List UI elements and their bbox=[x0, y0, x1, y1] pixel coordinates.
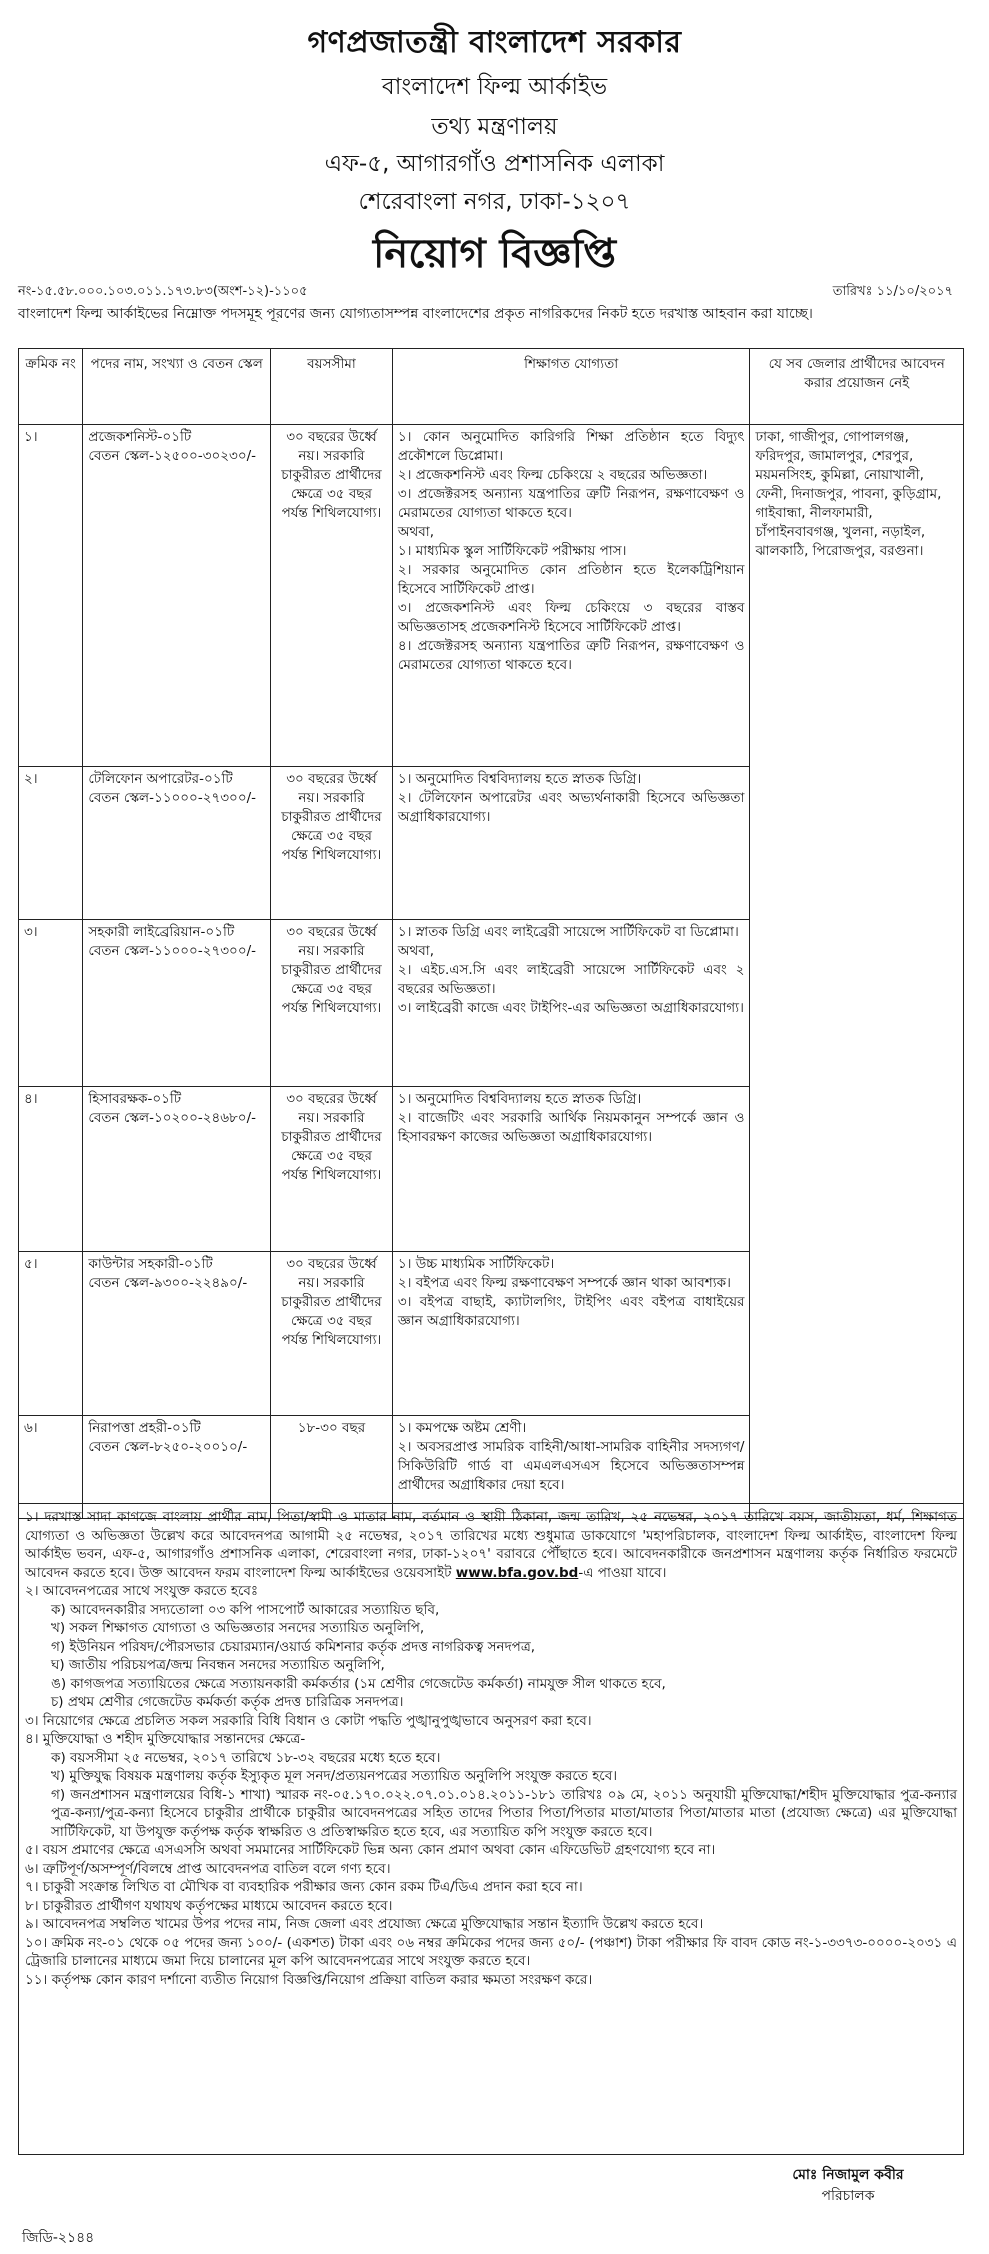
note-2-item: খ) সকল শিক্ষাগত যোগ্যতা ও অভিজ্ঞতার সনদের সত্যায়িত অনুলিপি, bbox=[51, 1620, 425, 1636]
edu-item: ২। বাজেটিং এবং সরকারি আর্থিক নিয়মকানুন সম্পর্কে জ্ঞান ও হিসাবরক্ষণ কাজের অভিজ্ঞতা অগ্রাধিকারযোগ্য। bbox=[397, 1110, 745, 1145]
edu-item: ১। অনুমোদিত বিশ্ববিদ্যালয় হতে স্নাতক ডিগ্রি। bbox=[397, 771, 642, 787]
pay-scale: বেতন স্কেল-৯৩০০-২২৪৯০/- bbox=[88, 1275, 248, 1291]
edu-item: ২। বইপত্র এবং ফিল্ম রক্ষণাবেক্ষণ সম্পর্কে জ্ঞান থাকা আবশ্যক। bbox=[397, 1275, 731, 1291]
page-title: নিয়োগ বিজ্ঞপ্তি bbox=[372, 231, 616, 277]
edu-item: ১। কমপক্ষে অষ্টম শ্রেণী। bbox=[397, 1420, 527, 1436]
edu-item: ১। উচ্চ মাধ্যমিক সার্টিফিকেট। bbox=[397, 1256, 555, 1272]
note-8: ৮। চাকুরীরত প্রার্থীগণ যথাযথ কর্তৃপক্ষের মাধ্যমে আবেদন করতে হবে। bbox=[25, 1897, 393, 1914]
note-11: ১১। কর্তৃপক্ষ কোন কারণ দর্শানো ব্যতীত নিয়োগ বিজ্ঞপ্তি/নিয়োগ প্রক্রিয়া বাতিল করার ক্ষমতা সংরক্ষণ করে। bbox=[25, 1971, 593, 1988]
row-education bbox=[392, 1087, 750, 1252]
intro-text: বাংলাদেশ ফিল্ম আর্কাইভের নিম্নোক্ত পদসমূহ পূরণের জন্য যোগ্যতাসম্পন্ন বাংলাদেশের প্রকৃত নাগরিকদের নিকট হতে দরখাস্ত আহবান করা যাচ্ছে। bbox=[18, 306, 813, 322]
note-2-item: গ) ইউনিয়ন পরিষদ/পৌরসভার চেয়ারম্যান/ওয়ার্ড কমিশনার কর্তৃক প্রদত্ত নাগরিকত্ব সনদপত্র, bbox=[51, 1638, 536, 1655]
note-2: ২। আবেদনপত্রের সাথে সংযুক্ত করতে হবেঃ bbox=[25, 1583, 259, 1599]
header-post: পদের নাম, সংখ্যা ও বেতন স্কেল bbox=[83, 349, 271, 425]
note-1-tail: -এ পাওয়া যাবে। bbox=[578, 1564, 667, 1581]
row-post bbox=[83, 920, 271, 1087]
edu-item: ২। এইচ.এস.সি এবং লাইব্রেরী সায়েন্সে সার্টিফিকেট এবং ২ বছরের অভিজ্ঞতা। bbox=[397, 962, 745, 997]
edu-item: ১। কোন অনুমোদিত কারিগরি শিক্ষা প্রতিষ্ঠান হতে বিদ্যুৎ প্রকৌশলে ডিপ্লোমা। bbox=[397, 429, 745, 464]
note-4: ৪। মুক্তিযোদ্ধা ও শহীদ মুক্তিযোদ্ধার সন্তানদের ক্ষেত্রে- bbox=[25, 1731, 306, 1747]
address-line-1: এফ-৫, আগারগাঁও প্রশাসনিক এলাকা bbox=[324, 151, 665, 177]
edu-item: ২। প্রজেকশনিস্ট এবং ফিল্ম চেকিংয়ে ২ বছরের অভিজ্ঞতা। bbox=[397, 467, 708, 483]
pay-scale: বেতন স্কেল-১০২০০-২৪৬৮০/- bbox=[88, 1110, 256, 1126]
edu-item: ৩। লাইব্রেরী কাজে এবং টাইপিং-এর অভিজ্ঞতা অগ্রাধিকারযোগ্য। bbox=[397, 1000, 744, 1016]
ministry-name: তথ্য মন্ত্রণালয় bbox=[431, 114, 558, 140]
row-age-limit: ৩০ বছরের উর্ধ্বে নয়। সরকারি চাকুরীরত প্রার্থীদের ক্ষেত্রে ৩৫ বছর পর্যন্ত শিথিলযোগ্য। bbox=[271, 767, 393, 920]
note-3: ৩। নিয়োগের ক্ষেত্রে প্রচলিত সকল সরকারি বিধি বিধান ও কোটা পদ্ধতি পুঙ্খানুপুঙ্খভাবে অনুসরণ করা হবে। bbox=[25, 1712, 592, 1729]
note-9: ৯। আবেদনপত্র সম্বলিত খামের উপর পদের নাম, নিজ জেলা এবং প্রযোজ্য ক্ষেত্রে মুক্তিযোদ্ধার সন্তান ইত্যাদি উল্লেখ করতে হবে। bbox=[25, 1916, 704, 1932]
pay-scale: বেতন স্কেল-১২৫০০-৩০২৩০/- bbox=[88, 448, 257, 464]
address-line-2: শেরেবাংলা নগর, ঢাকা-১২০৭ bbox=[358, 189, 631, 215]
row-post bbox=[83, 425, 271, 767]
table-header-row bbox=[19, 349, 964, 425]
post-name: নিরাপত্তা প্রহরী-০১টি bbox=[88, 1420, 201, 1436]
row-age-limit: ৩০ বছরের উর্ধ্বে নয়। সরকারি চাকুরীরত প্রার্থীদের ক্ষেত্রে ৩৫ বছর পর্যন্ত শিথিলযোগ্য। bbox=[271, 1087, 393, 1252]
edu-item: ১। স্নাতক ডিগ্রি এবং লাইব্রেরী সায়েন্সে সার্টিফিকেট বা ডিপ্লোমা। bbox=[397, 924, 739, 940]
row-education bbox=[392, 425, 750, 767]
note-2-item: চ) প্রথম শ্রেণীর গেজেটেড কর্মকর্তা কর্তৃক প্রদত্ত চারিত্রিক সনদপত্র। bbox=[51, 1694, 404, 1710]
signatory-name: মোঃ নিজামুল কবীর bbox=[792, 2167, 904, 2183]
edu-item: অথবা, bbox=[397, 943, 435, 959]
note-1-text: ১। দরখাস্ত সাদা কাগজে বাংলায় প্রার্থীর নাম, পিতা/স্বামী ও মাতার নাম, বর্তমান ও স্থায়ী ঠিকানা, জন্ম তারিখ, ২৫ নভেম্বর, ২০১৭ তারিখে বয়স, জাতীয়তা, ধর্ম, শিক্ষাগত যোগ্যতা ও অভিজ্ঞতা উল্লেখ করে আবেদনপত্র আগামী ২৫ নভেম্বর, ২০১৭ তারিখের মধ্যে শুধুমাত্র ডাকযোগে 'মহাপরিচালক, বাংলাদেশ ফিল্ম আর্কাইভ, বাংলাদেশ ফিল্ম আর্কাইভ ভবন, এফ-৫, আগারগাঁও প্রশাসনিক এলাকা, শেরেবাংলা নগর, ঢাকা-১২০৭' বরাবরে পৌঁছাতে হবে। আবেদনকারীকে জনপ্রশাসন মন্ত্রণালয় কর্তৃক নির্ধারিত ফরমেটে আবেদন করতে হবে। উক্ত আবেদন ফরম বাংলাদেশ ফিল্ম আর্কাইভের ওয়েবসাইট bbox=[25, 1509, 957, 1581]
row-serial: ৬। bbox=[19, 1416, 83, 1519]
row-education bbox=[392, 920, 750, 1087]
edu-item: ১। অনুমোদিত বিশ্ববিদ্যালয় হতে স্নাতক ডিগ্রি। bbox=[397, 1091, 642, 1107]
terms-box bbox=[18, 1503, 964, 2155]
note-10: ১০। ক্রমিক নং-০১ থেকে ০৫ পদের জন্য ১০০/- (একশত) টাকা এবং ০৬ নম্বর ক্রমিকের পদের জন্য ৫০/- (পঞ্চাশ) টাকা পরীক্ষার ফি বাবদ কোড নং-১-৩৩৭৩-০০০০-২০৩১ এ ট্রেজারি চালানের মাধ্যমে জমা দিয়ে চালানের মূল কপি আবেদনপত্রের সাথে সংযুক্ত করতে হবে। bbox=[25, 1934, 957, 1969]
pay-scale: বেতন স্কেল-৮২৫০-২০০১০/- bbox=[88, 1439, 248, 1455]
row-serial: ৩। bbox=[19, 920, 83, 1087]
post-name: হিসাবরক্ষক-০১টি bbox=[88, 1091, 182, 1107]
notice-date: তারিখঃ ১১/১০/২০১৭ bbox=[832, 284, 953, 299]
pay-scale: বেতন স্কেল-১১০০০-২৭৩০০/- bbox=[88, 790, 257, 806]
row-serial: ৫। bbox=[19, 1252, 83, 1416]
header-education: শিক্ষাগত যোগ্যতা bbox=[392, 349, 750, 425]
edu-item: ১। মাধ্যমিক স্কুল সার্টিফিকেট পরীক্ষায় পাস। bbox=[397, 543, 627, 559]
edu-item: ২। সরকার অনুমোদিত কোন প্রতিষ্ঠান হতে ইলেকট্রিশিয়ান হিসেবে সার্টিফিকেট প্রাপ্ত। bbox=[397, 562, 745, 597]
website-link[interactable]: www.bfa.gov.bd bbox=[455, 1564, 579, 1581]
memo-number: নং-১৫.৫৮.০০০.১০৩.০১১.১৭৩.৮৩(অংশ-১২)-১১০৫ bbox=[18, 284, 308, 299]
note-4-item: গ) জনপ্রশাসন মন্ত্রণালয়ের বিধি-১ শাখা) স্মারক নং-০৫.১৭০.০২২.০৭.০১.০১৪.২০১১-১৮১ তারিখঃ ০৯ মে, ২০১১ অনুযায়ী মুক্তিযোদ্ধা/শহীদ মুক্তিযোদ্ধার পুত্র-কন্যার পুত্র-কন্যা/পুত্র-কন্যা হিসেবে চাকুরীর প্রার্থীকে চাকুরীর আবেদনপত্রের সহিত তাদের পিতার পিতা/পিতার মাতা/মাতার পিতা/মাতার মাতা (প্রযোজ্য ক্ষেত্রে) এর মুক্তিযোদ্ধা সার্টিফিকেট, যা উপযুক্ত কর্তৃপক্ষ কর্তৃক স্বাক্ষরিত ও প্রতিস্বাক্ষরিত হতে হবে, এর সত্যায়িত কপি সংযুক্ত করতে হবে। bbox=[51, 1786, 957, 1840]
post-name: কাউন্টার সহকারী-০১টি bbox=[88, 1256, 213, 1272]
table-row bbox=[19, 425, 964, 767]
row-age-limit: ৩০ বছরের উর্ধ্বে নয়। সরকারি চাকুরীরত প্রার্থীদের ক্ষেত্রে ৩৫ বছর পর্যন্ত শিথিলযোগ্য। bbox=[271, 920, 393, 1087]
edu-item: ২। অবসরপ্রাপ্ত সামরিক বাহিনী/আধা-সামরিক বাহিনীর সদস্যগণ/সিকিউরিটি গার্ড বা এমএলএসএস হিসেবে অভিজ্ঞতাসম্পন্ন প্রার্থীদের অগ্রাধিকার দেয়া হবে। bbox=[397, 1439, 745, 1493]
note-2-item: ঘ) জাতীয় পরিচয়পত্র/জন্ম নিবন্ধন সনদের সত্যায়িত অনুলিপি, bbox=[51, 1657, 385, 1673]
row-education bbox=[392, 767, 750, 920]
row-serial: ৪। bbox=[19, 1087, 83, 1252]
row-age-limit: ১৮-৩০ বছর bbox=[271, 1416, 393, 1519]
post-name: সহকারী লাইব্রেরিয়ান-০১টি bbox=[88, 924, 235, 940]
row-age-limit: ৩০ বছরের উর্ধ্বে নয়। সরকারি চাকুরীরত প্রার্থীদের ক্ষেত্রে ৩৫ বছর পর্যন্ত শিথিলযোগ্য। bbox=[271, 1252, 393, 1416]
note-2-item: ক) আবেদনকারীর সদ্যতোলা ০৩ কপি পাসপোর্ট আকারের সত্যায়িত ছবি, bbox=[51, 1601, 440, 1618]
pay-scale: বেতন স্কেল-১১০০০-২৭৩০০/- bbox=[88, 943, 257, 959]
header-serial: ক্রমিক নং bbox=[19, 349, 83, 425]
post-name: প্রজেকশনিস্ট-০১টি bbox=[88, 429, 192, 445]
govt-title: গণপ্রজাতন্ত্রী বাংলাদেশ সরকার bbox=[307, 25, 682, 60]
note-4-item: খ) মুক্তিযুদ্ধ বিষয়ক মন্ত্রণালয় কর্তৃক ইস্যুকৃত মূল সনদ/প্রত্যয়নপত্রের সত্যায়িত অনুলিপি সংযুক্ত করতে হবে। bbox=[51, 1768, 618, 1784]
edu-item: অথবা, bbox=[397, 524, 435, 540]
row-post bbox=[83, 1087, 271, 1252]
edu-item: ৪। প্রজেক্টরসহ অন্যান্য যন্ত্রপাতির ত্রুটি নিরূপন, রক্ষণাবেক্ষণ ও মেরামতের যোগ্যতা থাকতে হবে। bbox=[397, 638, 745, 673]
note-5: ৫। বয়স প্রমাণের ক্ষেত্রে এসএসসি অথবা সমমানের সার্টিফিকেট ভিন্ন অন্য কোন প্রমাণ অথবা কোন এফিডেভিট গ্রহণযোগ্য হবে না। bbox=[25, 1842, 716, 1858]
edu-item: ২। টেলিফোন অপারেটর এবং অভ্যর্থনাকারী হিসেবে অভিজ্ঞতা অগ্রাধিকারযোগ্য। bbox=[397, 790, 745, 825]
vacancy-table bbox=[18, 348, 964, 1519]
edu-item: ৩। বইপত্র বাছাই, ক্যাটালগিং, টাইপিং এবং বইপত্র বাধাইয়ের জ্ঞান অগ্রাধিকারযোগ্য। bbox=[397, 1294, 745, 1329]
office-name: বাংলাদেশ ফিল্ম আর্কাইভ bbox=[381, 74, 608, 100]
row-post bbox=[83, 767, 271, 920]
row-serial: ১। bbox=[19, 425, 83, 767]
note-1 bbox=[25, 1508, 957, 1582]
row-education bbox=[392, 1252, 750, 1416]
edu-item: ৩। প্রজেকশনিস্ট এবং ফিল্ম চেকিংয়ে ৩ বছরের বাস্তব অভিজ্ঞতাসহ প্রজেকশনিস্ট হিসেবে সার্টিফিকেট প্রাপ্ত। bbox=[397, 600, 745, 635]
edu-item: ৩। প্রজেক্টরসহ অন্যান্য যন্ত্রপাতির ত্রুটি নিরূপন, রক্ষণাবেক্ষণ ও মেরামতের যোগ্যতা থাকতে হবে। bbox=[397, 486, 745, 521]
row-serial: ২। bbox=[19, 767, 83, 920]
note-7: ৭। চাকুরী সংক্রান্ত লিখিত বা মৌখিক বা ব্যবহারিক পরীক্ষার জন্য কোন রকম টিএ/ডিএ প্রদান করা হবে না। bbox=[25, 1879, 583, 1895]
row-excluded-districts: ঢাকা, গাজীপুর, গোপালগঞ্জ, ফরিদপুর, জামালপুর, শেরপুর, ময়মনসিংহ, কুমিল্লা, নোয়াখালী, ফেনী, দিনাজপুর, পাবনা, কুড়িগ্রাম, গাইবান্ধা, নীলফামারী, চাঁপাইনবাবগঞ্জ, খুলনা, নড়াইল, ঝালকাঠি, পিরোজপুর, বরগুনা। bbox=[750, 425, 964, 1519]
post-name: টেলিফোন অপারেটর-০১টি bbox=[88, 771, 233, 787]
header-districts: যে সব জেলার প্রার্থীদের আবেদন করার প্রয়োজন নেই bbox=[750, 349, 964, 425]
row-age-limit: ৩০ বছরের উর্ধ্বে নয়। সরকারি চাকুরীরত প্রার্থীদের ক্ষেত্রে ৩৫ বছর পর্যন্ত শিথিলযোগ্য। bbox=[271, 425, 393, 767]
signatory-designation: পরিচালক bbox=[821, 2188, 875, 2204]
header-age: বয়সসীমা bbox=[271, 349, 393, 425]
gd-code: জিডি-২১৪৪ bbox=[22, 2230, 95, 2246]
note-6: ৬। ত্রুটিপূর্ণ/অসম্পূর্ণ/বিলম্বে প্রাপ্ত আবেদনপত্র বাতিল বলে গণ্য হবে। bbox=[25, 1860, 391, 1877]
row-post bbox=[83, 1252, 271, 1416]
note-2-item: ঙ) কাগজপত্র সত্যায়িতের ক্ষেত্রে সত্যায়নকারী কর্মকর্তার (১ম শ্রেণীর গেজেটেড কর্মকর্তা) নামযুক্ত সীল থাকতে হবে, bbox=[51, 1675, 666, 1692]
note-4-item: ক) বয়সসীমা ২৫ নভেম্বর, ২০১৭ তারিখে ১৮-৩২ বছরের মধ্যে হতে হবে। bbox=[51, 1749, 441, 1766]
